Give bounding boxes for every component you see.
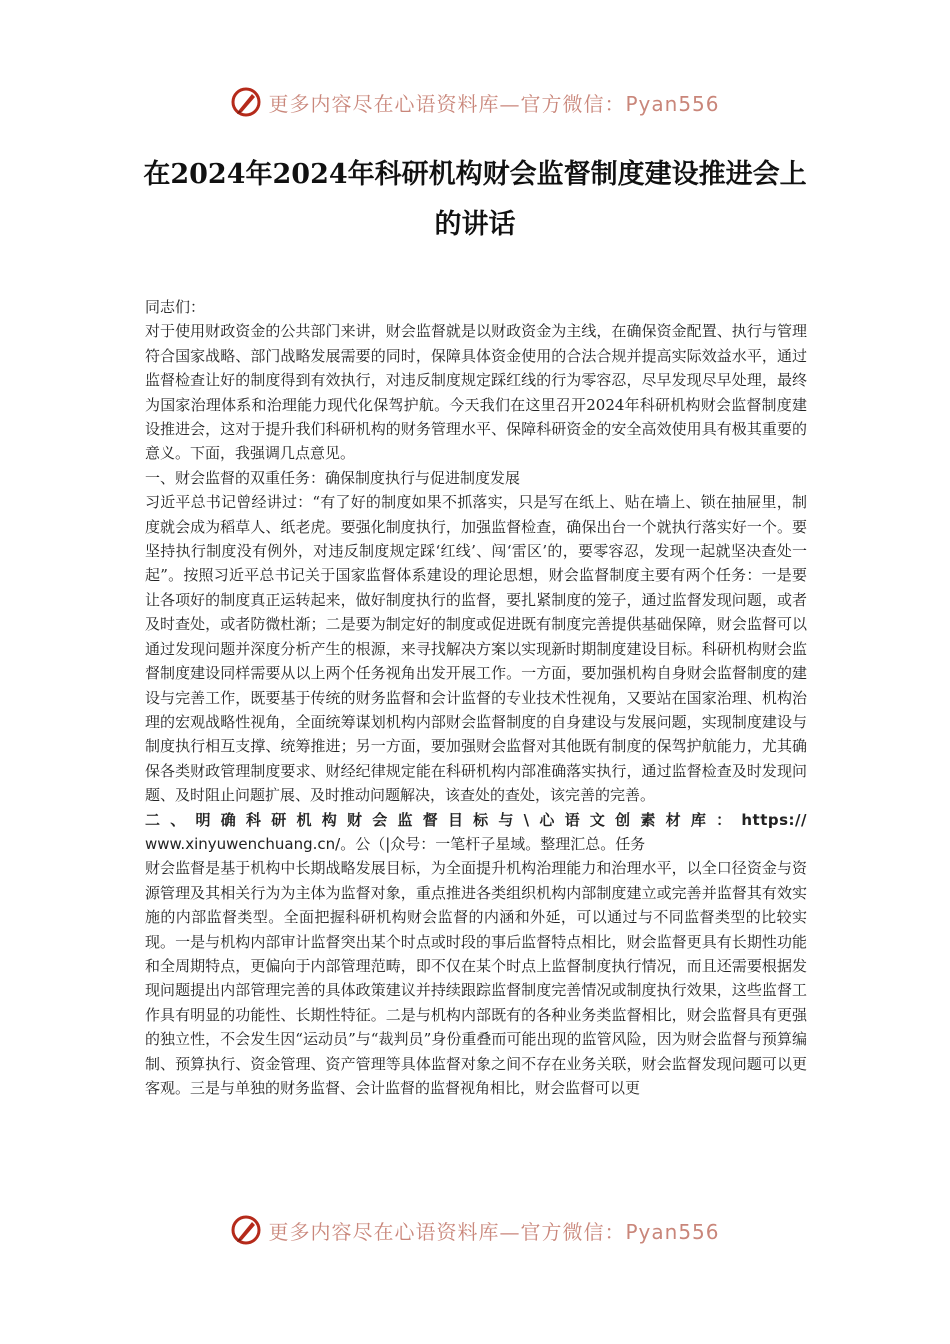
source-url-line: www.xinyuwenchuang.cn/。公（|众号：一笔杆子星域。整理汇总。任务 (145, 834, 646, 853)
watermark-banner-bottom (0, 1210, 950, 1250)
section-heading-2: 二、明确科研机构财会监督目标与\心语文创素材库：https:// (145, 810, 807, 829)
section-heading-1: 一、财会监督的双重任务：确保制度执行与促进制度发展 (145, 468, 521, 487)
pen-logo-icon (230, 86, 262, 118)
watermark-banner-top (0, 82, 950, 122)
watermark-text: 更多内容尽在心语资料库—官方微信：Pyan556 (268, 1219, 720, 1244)
paragraph-section-2: 财会监督是基于机构中长期战略发展目标，为全面提升机构治理能力和治理水平，以全口径资金与资源管理及其相关行为为主体为监督对象，重点推进各类组织机构内部制度建立或完善并监督其有效实施的内部监督类型。全面把握科研机构财会监督的内涵和外延，可以通过与不同监督类型的比较实现。一是与机构内部审计监督突出某个时点或时段的事后监督特点相比，财会监督更具有长期性功能和全周期特点，更偏向于内部管理范畴，即不仅在某个时点上监督制度执行情况，而且还需要根据发现问题提出内部管理完善的具体政策建议并持续跟踪监督制度完善情况或制度执行效果，这些监督工作具有明显的功能性、长期性特征。二是与机构内部既有的各种业务类监督相比，财会监督具有更强的独立性，不会发生因“运动员”与“裁判员”身份重叠而可能出现的监管风险，因为财会监督与预算编制、预算执行、资金管理、资产管理等具体监督对象之间不存在业务关联，财会监督发现问题可以更客观。三是与单独的财务监督、会计监督的监督视角相比，财会监督可以更 (145, 859, 807, 1097)
greeting: 同志们： (145, 298, 206, 316)
page-title: 在2024年2024年科研机构财会监督制度建设推进会上的讲话 (143, 159, 807, 240)
watermark-wechat-id: Pyan556 (625, 91, 720, 116)
watermark-text: 更多内容尽在心语资料库—官方微信：Pyan556 (268, 91, 720, 116)
paragraph-section-1: 习近平总书记曾经讲过：“有了好的制度如果不抓落实，只是写在纸上、贴在墙上、锁在抽屉里，制度就会成为稻草人、纸老虎。要强化制度执行，加强监督检查，确保出台一个就执行落实好一个。要坚持执行制度没有例外，对违反制度规定踩‘红线’、闯‘雷区’的，要零容忍，发现一起就坚决查处一起”。按照习近平总书记关于国家监督体系建设的理论思想，财会监督制度主要有两个任务：一是要让各项好的制度真正运转起来，做好制度执行的监督，要扎紧制度的笼子，通过监督发现问题，或者及时查处，或者防微杜渐；二是要为制定好的制度或促进既有制度完善提供基础保障，财会监督可以通过发现问题并深度分析产生的根源，来寻找解决方案以实现新时期制度建设目标。科研机构财会监督制度建设同样需要从以上两个任务视角出发开展工作。一方面，要加强机构自身财会监督制度的建设与完善工作，既要基于传统的财务监督和会计监督的专业技术性视角，又要站在国家治理、机构治理的宏观战略性视角，全面统筹谋划机构内部财会监督制度的自身建设与发展问题，实现制度建设与制度执行相互支撑、统筹推进；另一方面，要加强财会监督对其他既有制度的保驾护航能力，尤其确保各类财政管理制度要求、财经纪律规定能在科研机构内部准确落实执行，通过监督检查及时发现问题、及时阻止问题扩展、及时推动问题解决，该查处的查处，该完善的完善。 (145, 493, 807, 805)
watermark-wechat-id: Pyan556 (625, 1219, 720, 1244)
paragraph-intro: 对于使用财政资金的公共部门来讲，财会监督就是以财政资金为主线，在确保资金配置、执行与管理符合国家战略、部门战略发展需要的同时，保障具体资金使用的合法合规并提高实际效益水平，通过监督检查让好的制度得到有效执行，对违反制度规定踩红线的行为零容忍，尽早发现尽早处理，最终为国家治理体系和治理能力现代化保驾护航。今天我们在这里召开2024年科研机构财会监督制度建设推进会，这对于提升我们科研机构的财务管理水平、保障科研资金的安全高效使用具有极其重要的意义。下面，我强调几点意见。 (145, 322, 807, 463)
pen-logo-icon (230, 1214, 262, 1246)
document-body (145, 295, 807, 1100)
